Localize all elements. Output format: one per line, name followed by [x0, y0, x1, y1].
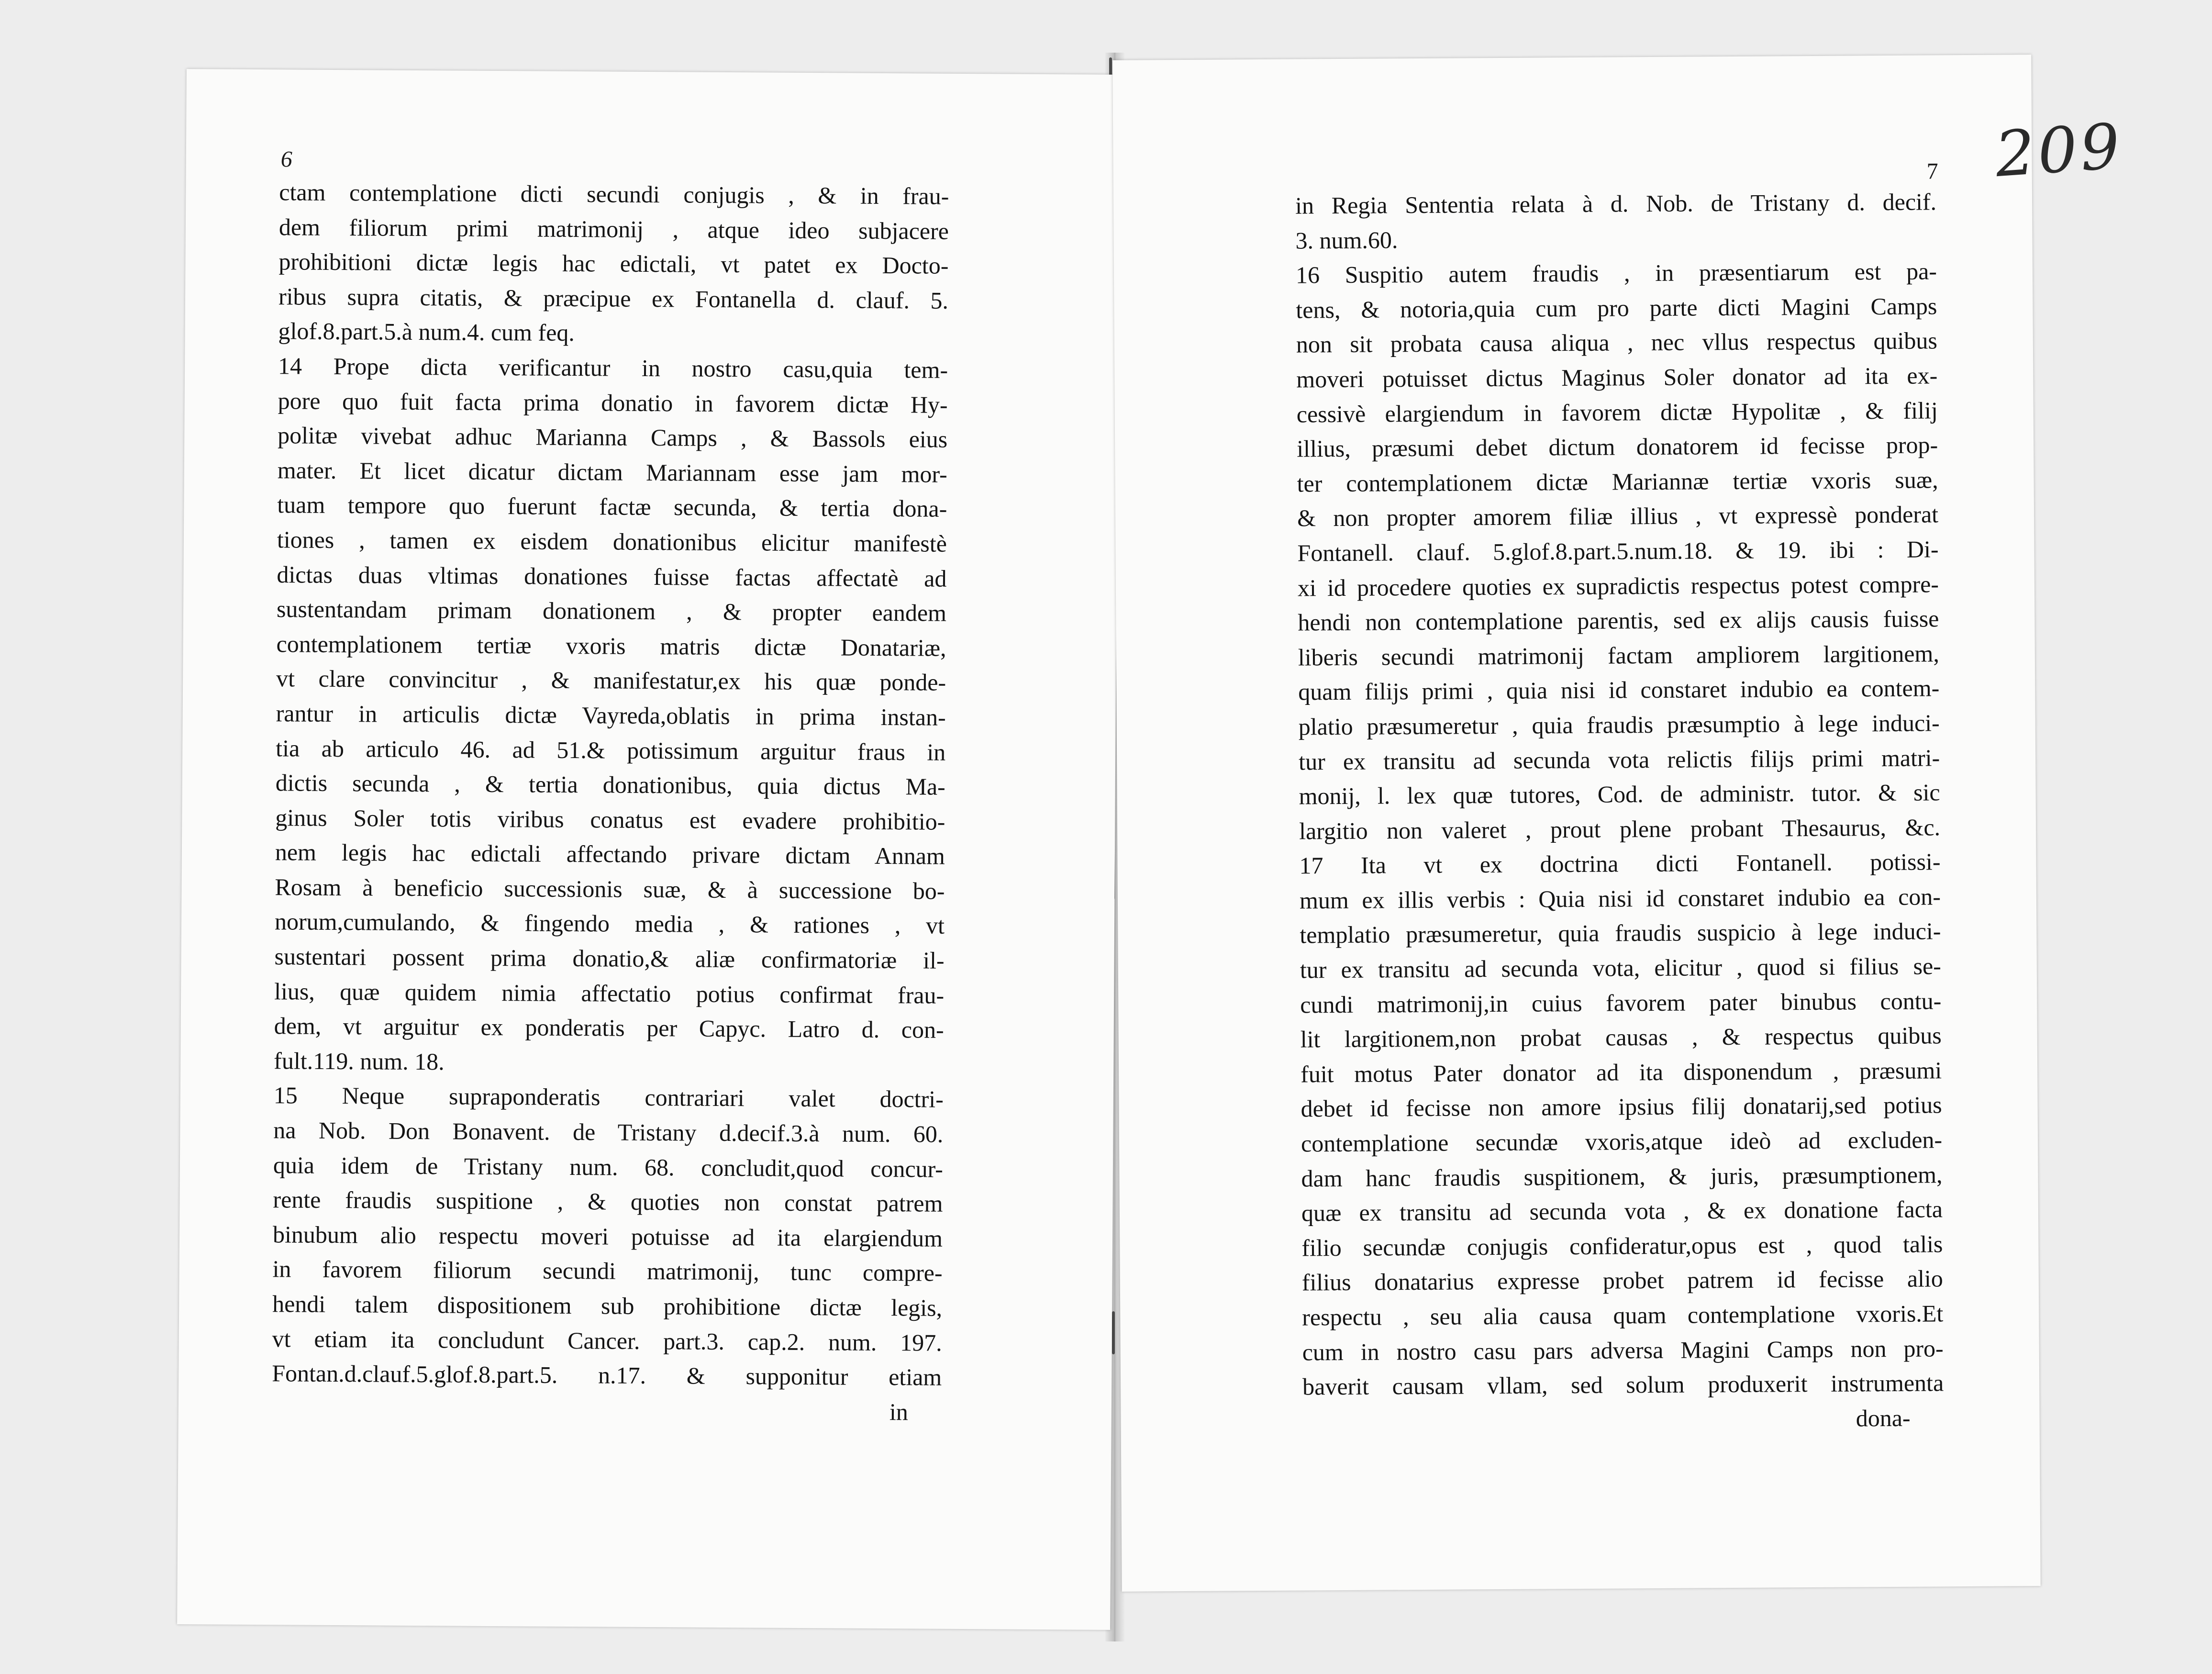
text-line: mum ex illis verbis : Quia nisi id constaret indubio ea con- — [1299, 883, 1941, 914]
text-line: ctam contemplatione dicti secundi conjugis , & in frau- — [279, 179, 949, 210]
text-line: prohibitioni dictæ legis hac edictali, vt patet ex Docto- — [278, 248, 949, 279]
text-line: tuam tempore quo fuerunt factæ secunda, & tertia dona- — [277, 491, 947, 523]
text-line: mater. Et licet dicatur dictam Mariannam esse jam mor- — [277, 457, 947, 488]
binding-stitch — [1112, 1311, 1115, 1354]
text-line: Fontanell. clauf. 5.glof.8.part.5.num.18. & 19. ibi : Di- — [1297, 536, 1939, 567]
text-line: dictis secunda , & tertia donationibus, quia dictus Ma- — [275, 769, 945, 800]
text-line: vt etiam ita concludunt Cancer. part.3. cap.2. num. 197. — [272, 1325, 942, 1356]
text-line: rente fraudis suspitione , & quoties non constat patrem — [273, 1186, 943, 1217]
text-line: quæ ex transitu ad secunda vota , & ex donatione facta — [1301, 1195, 1943, 1227]
text-line: sustentari possent prima donatio,& aliæ confirmatoriæ il- — [274, 943, 945, 974]
text-line: respectu , seu alia causa quam contemplatione vxoris.Et — [1302, 1300, 1944, 1331]
text-line: nem legis hac edictali affectando privare dictam Annam — [275, 838, 945, 870]
text-line: cum in nostro casu pars adversa Magini Camps non pro- — [1302, 1334, 1944, 1366]
text-line: ribus supra citatis, & præcipue ex Fontanella d. clauf. 5. — [278, 283, 949, 314]
text-line: & non propter amorem filiæ illius , vt expressè ponderat — [1297, 501, 1939, 532]
text-line: tur ex transitu ad secunda vota, elicitur , quod si filius se- — [1300, 952, 1942, 983]
text-line: binubum alio respectu moveri potuisse ad ita elargiendum — [272, 1221, 943, 1252]
text-line: cessivè elargiendum in favorem dictæ Hypolitæ , & filij — [1296, 396, 1938, 428]
text-line: monij, l. lex quæ tutores, Cod. de administr. tutor. & sic — [1299, 779, 1940, 810]
text-line: tia ab articulo 46. ad 51.& potissimum arguitur fraus in — [276, 734, 946, 766]
text-line: dem, vt arguitur ex ponderatis per Capyc. Latro d. con- — [274, 1012, 944, 1044]
text-line: 15 Neque supraponderatis contrariari valet doctri- — [273, 1082, 944, 1113]
text-line: na Nob. Don Bonavent. de Tristany d.decif.3.à num. 60. — [273, 1116, 944, 1148]
left-page — [177, 69, 1120, 1630]
text-line: in Regia Sententia relata à d. Nob. de Tristany d. decif. — [1295, 188, 1937, 219]
catchword: in — [889, 1398, 909, 1426]
text-line: contemplatione secundæ vxoris,atque ideò ad excluden- — [1301, 1126, 1943, 1157]
text-line: norum,cumulando, & fingendo media , & rationes , vt — [274, 908, 945, 939]
text-line: hendi non contemplatione parentis, sed ex alijs causis fuisse — [1298, 605, 1939, 636]
text-line: hendi talem dispositionem sub prohibitione dictæ legis, — [272, 1290, 943, 1321]
text-line: 16 Suspitio autem fraudis , in præsentiarum est pa- — [1295, 257, 1937, 289]
text-line: Fontan.d.clauf.5.glof.8.part.5. n.17. & supponitur etiam — [272, 1360, 942, 1391]
text-line: lit largitionem,non probat causas , & respectus quibus — [1300, 1022, 1942, 1053]
text-line: filio secundæ conjugis confideratur,opus est , quod talis — [1301, 1230, 1943, 1261]
page-number-right: 7 — [1926, 158, 1938, 184]
text-line: in favorem filiorum secundi matrimonij, tunc compre- — [272, 1255, 943, 1287]
text-line: ter contemplationem dictæ Mariannæ tertiæ vxoris suæ, — [1297, 466, 1938, 497]
text-line: baverit causam vllam, sed solum produxerit instrumenta — [1302, 1369, 1944, 1400]
text-line: dictas duas vltimas donationes fuisse factas affectatè ad — [277, 560, 947, 592]
text-line: fuit motus Pater donator ad ita disponendum , præsumi — [1301, 1057, 1942, 1088]
text-line: ginus Soler totis viribus conatus est evadere prohibitio- — [275, 804, 945, 835]
text-line: 14 Prope dicta verificantur in nostro casu,quia tem- — [278, 352, 948, 383]
right-page — [1112, 55, 2041, 1592]
text-line: 3. num.60. — [1295, 226, 1398, 254]
text-line: non sit probata causa aliqua , nec vllus respectus quibus — [1296, 327, 1938, 358]
text-line: fult.119. num. 18. — [274, 1047, 445, 1075]
text-line: cundi matrimonij,in cuius favorem pater binubus contu- — [1300, 987, 1942, 1018]
catchword: dona- — [1856, 1404, 1911, 1432]
left-page-text — [272, 175, 949, 1429]
text-line: politæ vivebat adhuc Marianna Camps , & Bassols eius — [278, 422, 948, 453]
page-number-left: 6 — [280, 146, 292, 172]
text-line: rantur in articulis dictæ Vayreda,oblatis in prima instan- — [276, 700, 946, 731]
text-line: quia idem de Tristany num. 68. concludit,quod concur- — [273, 1151, 944, 1183]
text-line: moveri potuisset dictus Maginus Soler donator ad ita ex- — [1296, 362, 1938, 393]
text-line: xi id procedere quoties ex supradictis respectus potest compre- — [1297, 570, 1939, 602]
text-line: tens, & notoria,quia cum pro parte dicti Magini Camps — [1296, 292, 1937, 324]
text-line: templatio præsumeretur, quia fraudis suspicio à lege induci- — [1300, 917, 1941, 949]
text-line: tur ex transitu ad secunda vota relictis filijs primi matri- — [1299, 744, 1940, 775]
right-page-text — [1295, 184, 1944, 1439]
text-line: largitio non valeret , prout plene probant Thesaurus, &c. — [1299, 814, 1941, 845]
text-line: illius, præsumi debet dictum donatorem id fecisse prop- — [1297, 431, 1938, 462]
text-line: debet id fecisse non amore ipsius filij donatarij,sed potius — [1301, 1091, 1942, 1122]
text-line: sustentandam primam donationem , & propter eandem — [276, 595, 947, 626]
archive-folio-number: 209 — [1993, 109, 2125, 191]
text-line: glof.8.part.5.à num.4. cum feq. — [278, 317, 575, 346]
text-line: tiones , tamen ex eisdem donationibus elicitur manifestè — [277, 526, 947, 557]
text-line: dem filiorum primi matrimonij , atque ideo subjacere — [278, 213, 949, 245]
text-line: liberis secundi matrimonij factam ampliorem largitionem, — [1298, 640, 1940, 671]
text-line: vt clare convincitur , & manifestatur,ex his quæ ponde- — [276, 665, 946, 696]
text-line: contemplationem tertiæ vxoris matris dictæ Donatariæ, — [276, 630, 946, 661]
text-line: platio præsumeretur , quia fraudis præsumptio à lege induci- — [1298, 709, 1940, 740]
text-line: quam filijs primi , quia nisi id constaret indubio ea contem- — [1298, 674, 1940, 705]
text-line: pore quo fuit facta prima donatio in favorem dictæ Hy- — [278, 387, 948, 418]
text-line: dam hanc fraudis suspitionem, & juris, præsumptionem, — [1301, 1161, 1943, 1192]
text-line: filius donatarius expresse probet patrem id fecisse alio — [1301, 1265, 1943, 1296]
text-line: Rosam à beneficio successionis suæ, & à successione bo- — [275, 873, 945, 904]
text-line: lius, quæ quidem nimia affectatio potius confirmat frau- — [274, 977, 945, 1009]
text-line: 17 Ita vt ex doctrina dicti Fontanell. potissi- — [1299, 848, 1941, 879]
